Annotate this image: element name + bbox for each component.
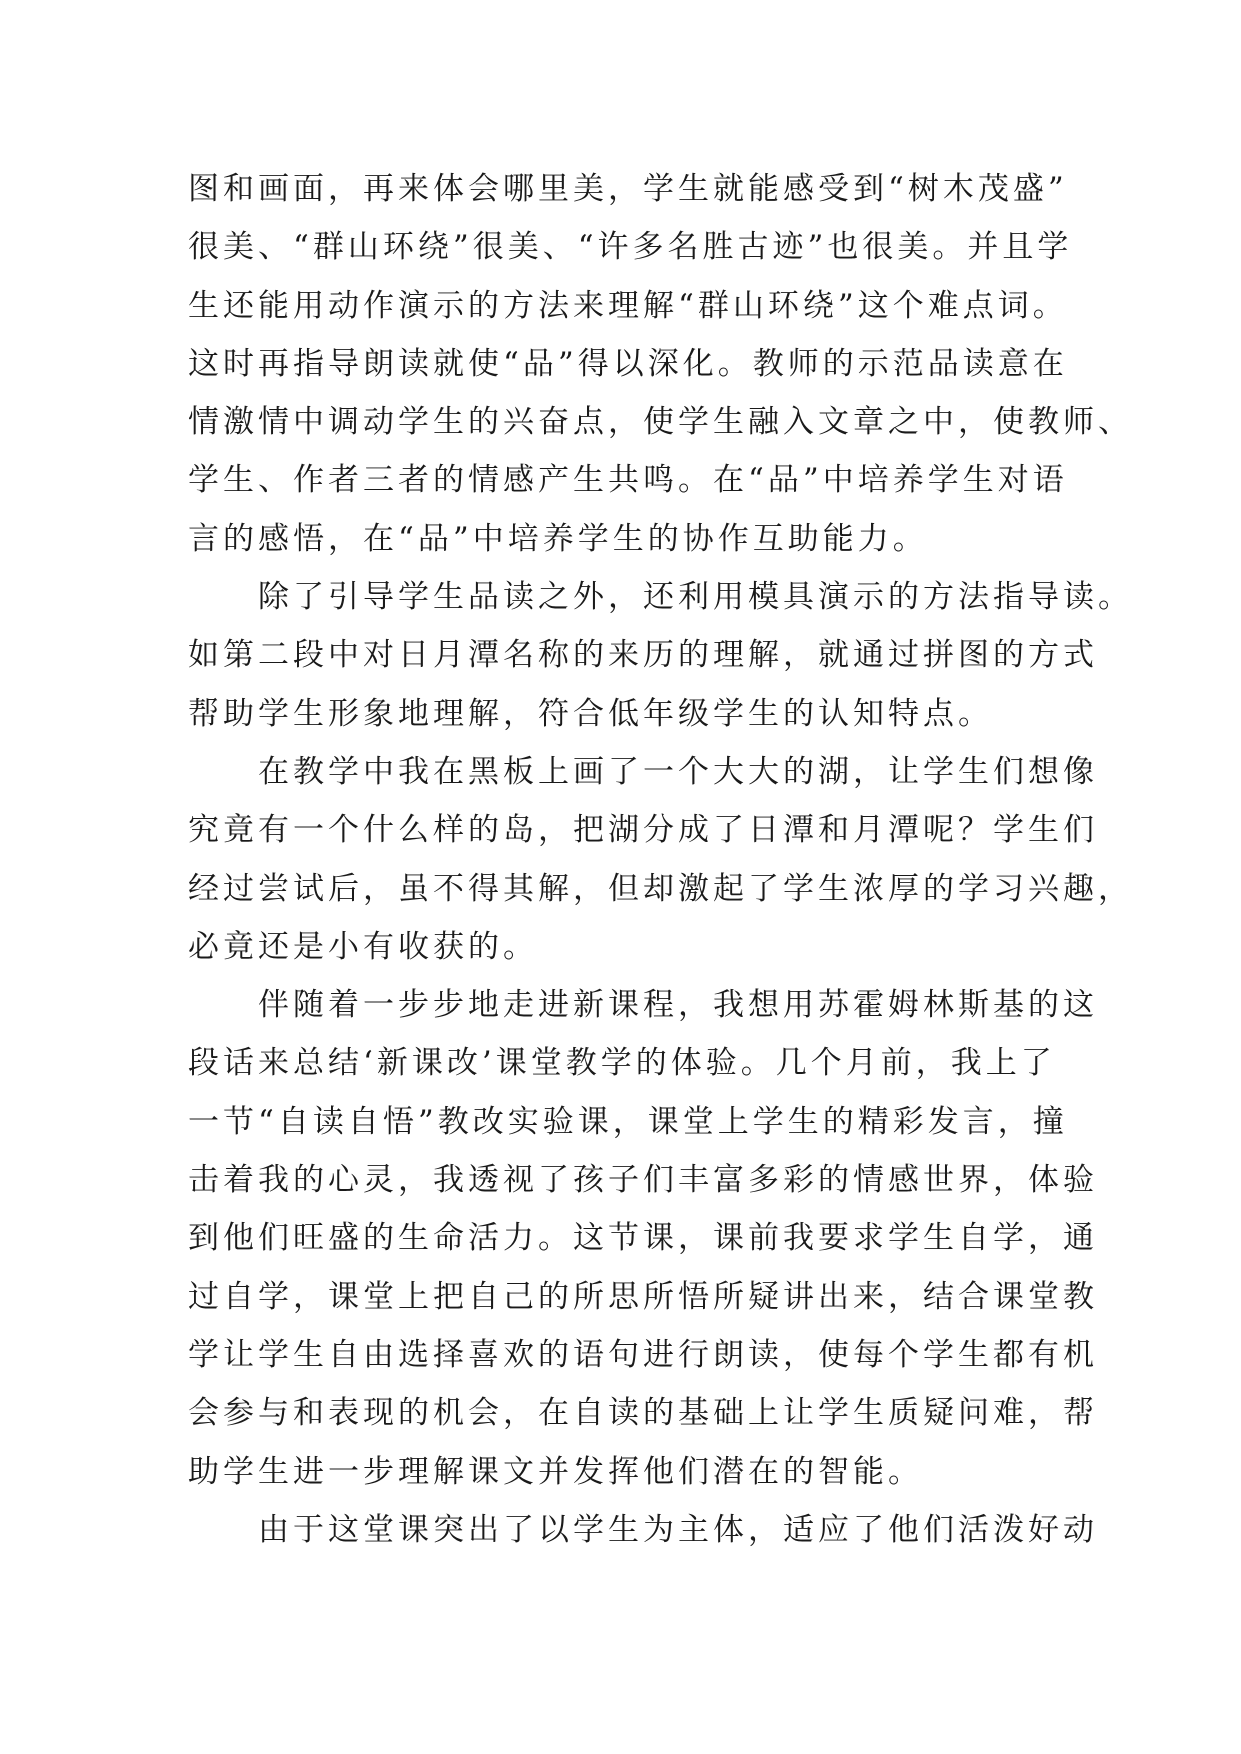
text-line: 经过尝试后，虽不得其解，但却激起了学生浓厚的学习兴趣， [188, 870, 1133, 907]
text-line: 必竟还是小有收获的。 [188, 928, 538, 965]
text-line: 情激情中调动学生的兴奋点，使学生融入文章之中，使教师、 [188, 404, 1133, 441]
paragraph-start-line: 在教学中我在黑板上画了一个大大的湖，让学生们想像 [258, 753, 1098, 790]
text-line: 过自学，课堂上把自己的所思所悟所疑讲出来，结合课堂教 [188, 1278, 1098, 1315]
text-line: 帮助学生形象地理解，符合低年级学生的认知特点。 [188, 695, 993, 732]
paragraph-start-line: 伴随着一步步地走进新课程，我想用苏霍姆林斯基的这 [258, 987, 1098, 1024]
text-line: 这时再指导朗读就使“品”得以深化。教师的示范品读意在 [188, 345, 1068, 382]
text-line: 段话来总结‘新课改’课堂教学的体验。几个月前，我上了 [188, 1045, 1056, 1082]
paragraph-start-line: 除了引导学生品读之外，还利用模具演示的方法指导读。 [258, 579, 1133, 616]
text-line: 会参与和表现的机会，在自读的基础上让学生质疑问难，帮 [188, 1395, 1098, 1432]
text-line: 图和画面，再来体会哪里美，学生就能感受到“树木茂盛” [188, 171, 1068, 207]
text-line: 助学生进一步理解课文并发挥他们潜在的智能。 [188, 1453, 923, 1490]
text-line: 如第二段中对日月潭名称的来历的理解，就通过拼图的方式 [188, 637, 1098, 674]
text-line: 一节“自读自悟”教改实验课，课堂上学生的精彩发言，撞 [188, 1103, 1068, 1140]
text-line: 到他们旺盛的生命活力。这节课，课前我要求学生自学，通 [188, 1220, 1098, 1257]
text-line: 击着我的心灵，我透视了孩子们丰富多彩的情感世界，体验 [188, 1162, 1098, 1199]
text-line: 学生、作者三者的情感产生共鸣。在“品”中培养学生对语 [188, 462, 1068, 499]
text-line: 学让学生自由选择喜欢的语句进行朗读，使每个学生都有机 [188, 1336, 1098, 1373]
paragraph-start-line: 由于这堂课突出了以学生为主体，适应了他们活泼好动 [258, 1511, 1098, 1548]
text-line: 生还能用动作演示的方法来理解“群山环绕”这个难点词。 [188, 287, 1068, 324]
text-line: 言的感悟，在“品”中培养学生的协作互助能力。 [188, 520, 928, 557]
text-line: 究竟有一个什么样的岛，把湖分成了日潭和月潭呢？学生们 [188, 812, 1098, 849]
body-text [188, 160, 1133, 1559]
text-line: 很美、“群山环绕”很美、“许多名胜古迹”也很美。并且学 [188, 229, 1073, 266]
